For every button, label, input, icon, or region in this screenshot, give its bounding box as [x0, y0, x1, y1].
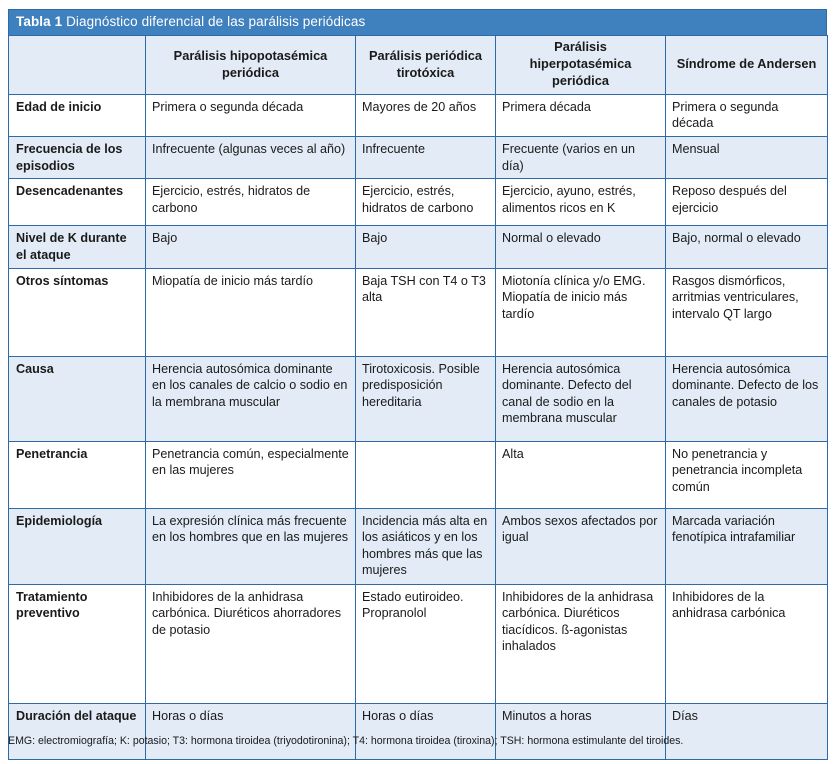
table-header-row [9, 36, 828, 95]
cell-causa-hiperpotasemica: Herencia autosómica dominante. Defecto del canal de sodio en la membrana muscular [496, 356, 666, 441]
cell-frecuencia-tirotoxica: Infrecuente [356, 137, 496, 179]
cell-edad-hiperpotasemica: Primera década [496, 94, 666, 136]
table-row [9, 356, 828, 441]
table-row [9, 584, 828, 703]
column-header-corner [9, 36, 146, 95]
row-header-duracion-ataque: Duración del ataque [9, 703, 146, 759]
table-container [8, 9, 827, 760]
cell-causa-andersen: Herencia autosómica dominante. Defecto de los canales de potasio [666, 356, 828, 441]
cell-nivel-k-hipopotasemica: Bajo [146, 226, 356, 268]
cell-penetrancia-hipopotasemica: Penetrancia común, especialmente en las mujeres [146, 441, 356, 508]
table-row [9, 137, 828, 179]
cell-edad-hipopotasemica: Primera o segunda década [146, 94, 356, 136]
cell-tratamiento-hipopotasemica: Inhibidores de la anhidrasa carbónica. Diuréticos ahorradores de potasio [146, 584, 356, 703]
row-header-desencadenantes: Desencadenantes [9, 179, 146, 226]
cell-nivel-k-tirotoxica: Bajo [356, 226, 496, 268]
table-header [9, 36, 828, 95]
cell-otros-sintomas-tirotoxica: Baja TSH con T4 o T3 alta [356, 268, 496, 356]
table-caption: Diagnóstico diferencial de las parálisis periódicas [66, 14, 366, 29]
column-header-hipopotasemica: Parálisis hipopotasémica periódica [146, 36, 356, 95]
cell-penetrancia-tirotoxica [356, 441, 496, 508]
cell-otros-sintomas-hiperpotasemica: Miotonía clínica y/o EMG. Miopatía de inicio más tardío [496, 268, 666, 356]
column-header-andersen: Síndrome de Andersen [666, 36, 828, 95]
cell-nivel-k-andersen: Bajo, normal o elevado [666, 226, 828, 268]
cell-causa-hipopotasemica: Herencia autosómica dominante en los canales de calcio o sodio en la membrana muscular [146, 356, 356, 441]
cell-epidemiologia-tirotoxica: Incidencia más alta en los asiáticos y en los hombres más que las mujeres [356, 508, 496, 584]
cell-edad-andersen: Primera o segunda década [666, 94, 828, 136]
cell-desencadenantes-hipopotasemica: Ejercicio, estrés, hidratos de carbono [146, 179, 356, 226]
table-footnote: EMG: electromiografía; K: potasio; T3: hormona tiroidea (triyodotironina); T4: hormona tiroidea (tiroxina); TSH: hormona estimulante del tiroides. [8, 735, 684, 747]
column-header-tirotoxica: Parálisis periódica tirotóxica [356, 36, 496, 95]
cell-penetrancia-hiperpotasemica: Alta [496, 441, 666, 508]
row-header-otros-sintomas: Otros síntomas [9, 268, 146, 356]
cell-causa-tirotoxica: Tirotoxicosis. Posible predisposición hereditaria [356, 356, 496, 441]
cell-duracion-hiperpotasemica: Minutos a horas [496, 703, 666, 759]
row-header-edad-de-inicio: Edad de inicio [9, 94, 146, 136]
table-row [9, 508, 828, 584]
row-header-frecuencia-episodios: Frecuencia de los episodios [9, 137, 146, 179]
cell-duracion-hipopotasemica: Horas o días [146, 703, 356, 759]
row-header-penetrancia: Penetrancia [9, 441, 146, 508]
table-row [9, 268, 828, 356]
row-header-causa: Causa [9, 356, 146, 441]
cell-tratamiento-hiperpotasemica: Inhibidores de la anhidrasa carbónica. Diuréticos tiacídicos. ß-agonistas inhalados [496, 584, 666, 703]
cell-duracion-tirotoxica: Horas o días [356, 703, 496, 759]
row-header-tratamiento-preventivo: Tratamiento preventivo [9, 584, 146, 703]
table-number: Tabla 1 [16, 14, 63, 29]
cell-edad-tirotoxica: Mayores de 20 años [356, 94, 496, 136]
cell-epidemiologia-andersen: Marcada variación fenotípica intrafamiliar [666, 508, 828, 584]
table-body [9, 94, 828, 759]
cell-desencadenantes-tirotoxica: Ejercicio, estrés, hidratos de carbono [356, 179, 496, 226]
row-header-epidemiologia: Epidemiología [9, 508, 146, 584]
cell-tratamiento-tirotoxica: Estado eutiroideo. Propranolol [356, 584, 496, 703]
table-row [9, 179, 828, 226]
table-row [9, 441, 828, 508]
differential-diagnosis-table [8, 35, 828, 759]
cell-otros-sintomas-andersen: Rasgos dismórficos, arritmias ventriculares, intervalo QT largo [666, 268, 828, 356]
table-row [9, 94, 828, 136]
cell-frecuencia-hipopotasemica: Infrecuente (algunas veces al año) [146, 137, 356, 179]
table-row [9, 226, 828, 268]
table-title-bar [8, 9, 827, 35]
cell-duracion-andersen: Días [666, 703, 828, 759]
table-row [9, 703, 828, 759]
cell-nivel-k-hiperpotasemica: Normal o elevado [496, 226, 666, 268]
cell-otros-sintomas-hipopotasemica: Miopatía de inicio más tardío [146, 268, 356, 356]
row-header-nivel-k: Nivel de K durante el ataque [9, 226, 146, 268]
cell-frecuencia-hiperpotasemica: Frecuente (varios en un día) [496, 137, 666, 179]
column-header-hiperpotasemica: Parálisis hiperpotasémica periódica [496, 36, 666, 95]
cell-epidemiologia-hipopotasemica: La expresión clínica más frecuente en los hombres que en las mujeres [146, 508, 356, 584]
cell-desencadenantes-hiperpotasemica: Ejercicio, ayuno, estrés, alimentos ricos en K [496, 179, 666, 226]
cell-desencadenantes-andersen: Reposo después del ejercicio [666, 179, 828, 226]
cell-epidemiologia-hiperpotasemica: Ambos sexos afectados por igual [496, 508, 666, 584]
cell-tratamiento-andersen: Inhibidores de la anhidrasa carbónica [666, 584, 828, 703]
cell-frecuencia-andersen: Mensual [666, 137, 828, 179]
cell-penetrancia-andersen: No penetrancia y penetrancia incompleta común [666, 441, 828, 508]
